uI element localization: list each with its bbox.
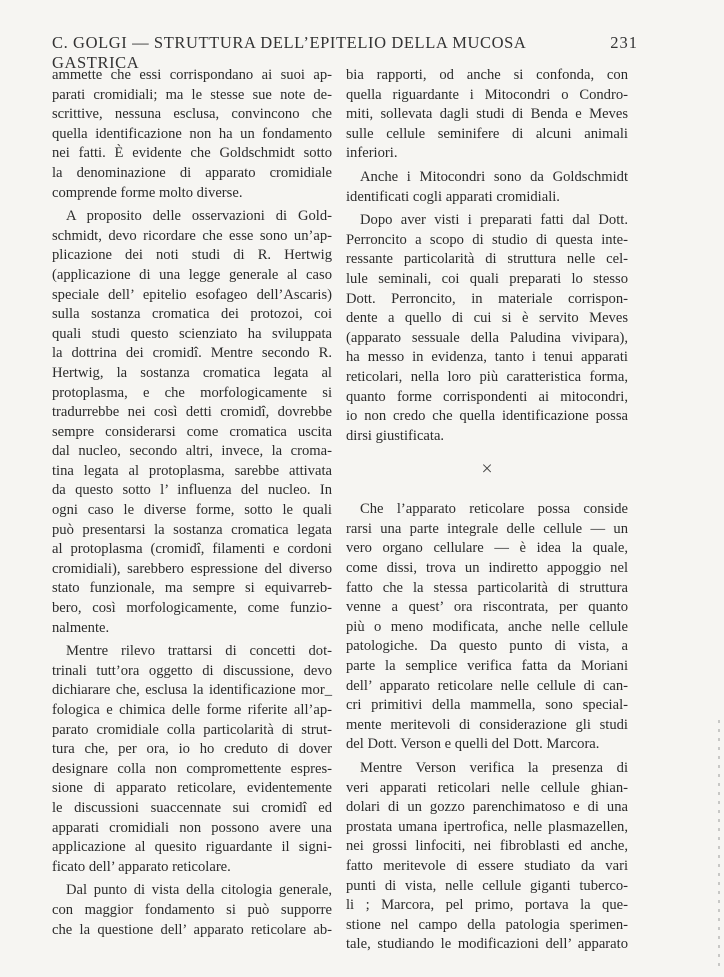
text-line: li ; Marcora, pel primo, portava la que-	[346, 897, 628, 914]
text-line: comprende forme molto diverse.	[52, 184, 243, 201]
text-line: venne a quest’ ora riscontrata, per quanto	[346, 599, 628, 616]
text-line: tale, studiando le modificazioni dell’ apparato	[346, 936, 628, 953]
text-line: reticolari, nella loro più caratteristica forma,	[346, 368, 628, 385]
text-line: al protoplasma (cromidî, filamenti e cordoni	[52, 541, 332, 558]
text-line: quella identificazione non ha un fondamento	[52, 125, 332, 142]
text-line: quella riguardante i Mitocondri o Condro-	[346, 86, 628, 103]
text-line: dirsi giustificata.	[346, 427, 445, 444]
text-line: cromidiali), sarebbero espressione del diverso	[52, 560, 332, 577]
text-line: io non credo che quella identificazione possa	[346, 408, 628, 425]
text-line: quali studi questo scienziato ha sviluppata	[52, 325, 332, 342]
text-line: parato cromidiale colla particolarità di strut-	[52, 721, 332, 738]
text-line: Mentre rilevo trattarsi di concetti dot-	[66, 643, 332, 660]
text-line: dolari di un gozzo parenchimatoso e di una	[346, 799, 628, 816]
text-line: Mentre Verson verifica la presenza di	[360, 760, 628, 776]
text-line: applicazione al quesito riguardante il signi-	[52, 839, 332, 856]
text-line: protoplasma, e che morfologicamente si	[52, 384, 332, 401]
text-line: stione nel campo della patologia sperimen-	[346, 916, 628, 933]
text-line: nalmente.	[52, 619, 110, 636]
text-line: tradurrebbe nei così detti cromidî, dovrebbe	[52, 404, 332, 421]
text-line: fatto che la stessa particolarità di struttura	[346, 579, 628, 596]
page-number: 231	[610, 33, 638, 52]
text-line: A proposito delle osservazioni di Gold-	[66, 208, 332, 225]
text-line: dal nucleo, secondo altri, invece, la croma-	[52, 443, 332, 460]
text-line: tina legata al protoplasma, sarebbe attivata	[52, 462, 332, 479]
text-line: designare colla non compromettente espres-	[52, 760, 332, 777]
text-line: vero organo cellulare — è idea la quale,	[346, 540, 628, 557]
text-line: scrittive, nessuna esclusa, convincono che	[52, 106, 332, 123]
left-column	[52, 66, 332, 940]
text-line: miti, sollevata dagli studi di Benda e Meves	[346, 106, 628, 123]
text-line: parte la semplice verifica fatta da Moriani	[346, 658, 628, 675]
text-line: inferiori.	[346, 145, 398, 162]
text-line: plicazione dei noti studi di R. Hertwig	[52, 247, 332, 264]
text-line: mente meritevoli di considerazione gli studi	[346, 716, 628, 733]
text-line: nei fatti. È evidente che Goldschmidt sotto	[52, 145, 332, 162]
text-line: dell’ apparato reticolare nelle cellule di can-	[346, 677, 628, 694]
text-line: sione di apparato reticolare, evidentemente	[52, 780, 332, 797]
text-line: speciale dell’ epitelio esofageo dell’Ascaris)	[52, 286, 332, 303]
text-line: lule seminali, coi quali preparati lo stesso	[346, 270, 628, 287]
text-line: sulle cellule seminifere di alcuni animali	[346, 125, 628, 142]
header-title: C. GOLGI — STRUTTURA DELL’EPITELIO DELLA MUCOSA GASTRICA	[52, 33, 526, 72]
text-line: dichiarare che, esclusa la identificazione mor_	[52, 682, 332, 699]
text-line: nei grossi linfociti, nei fibroblasti ed anche,	[346, 838, 628, 855]
section-divider: ×	[481, 458, 493, 481]
text-line: fologica e chimica delle forme riferite all’ap-	[52, 702, 332, 718]
text-line: fatto meritevole di essere studiato da vari	[346, 857, 628, 874]
text-line: veri apparati reticolari nelle cellule ghian-	[346, 779, 628, 796]
text-line: come dissi, trova un indiretto appoggio nel	[346, 560, 628, 577]
scan-edge-mark	[718, 720, 720, 970]
text-line: identificati cogli apparati cromidiali.	[346, 188, 560, 205]
text-line: la dottrina dei cromidî. Mentre secondo R.	[52, 345, 332, 362]
text-line: apparati cromidiali non possono avere una	[52, 819, 332, 836]
text-line: cri primitivi della mammella, sono special-	[346, 697, 628, 714]
text-line: con maggior fondamento si può supporre	[52, 901, 332, 918]
text-line: ogni caso le diverse forme, sotto le quali	[52, 502, 332, 519]
text-line: ha messo in evidenza, tanto i tenui apparati	[346, 349, 628, 366]
text-line: punti di vista, nelle cellule giganti tuberco-	[346, 877, 628, 894]
text-line: dente a quello di cui si è servito Meves	[346, 310, 628, 327]
text-line: ficato dell’ apparato reticolare.	[52, 858, 231, 875]
text-line: la denominazione di apparato cromidiale	[52, 164, 332, 181]
text-line: da questo sotto l’ influenza del nucleo. In	[52, 482, 332, 499]
text-line: quanto forme corrispondenti ai mitocondri,	[346, 388, 628, 405]
text-line: ammette che essi corrispondano ai suoi ap-	[52, 67, 332, 83]
text-line: le discussioni suaccennate sui cromidî ed	[52, 799, 332, 816]
text-line: Perroncito a scopo di studio di questa inte-	[346, 231, 628, 248]
text-line: Dal punto di vista della citologia generale,	[66, 882, 332, 899]
text-line: (applicazione di una legge generale al caso	[52, 266, 332, 283]
right-column	[346, 66, 628, 955]
text-line: bia rapporti, od anche si confonda, con	[346, 67, 628, 83]
text-line: patologiche. Da questo punto di vista, a	[346, 638, 628, 655]
text-line: Dott. Perroncito, in materiale corrispon-	[346, 290, 628, 307]
text-line: Dopo aver visti i preparati fatti dal Dott.	[360, 212, 628, 229]
text-line: prostata umana ipertrofica, nelle plasmazellen,	[346, 818, 628, 835]
text-line: (apparato sessuale della Paludina vivipara),	[346, 329, 628, 346]
text-line: stato funzionale, ma sempre si equivarreb-	[52, 580, 332, 597]
text-line: ressante particolarità di struttura nelle cel-	[346, 251, 628, 268]
text-line: sulla sostanza cromatica dei protozoi, coi	[52, 306, 332, 323]
text-line: rarsi una parte integrale delle cellule — un	[346, 520, 628, 537]
text-line: sempre considerarsi come cromatica uscita	[52, 423, 332, 440]
text-line: Che l’apparato reticolare possa conside	[360, 501, 628, 518]
text-line: parati cromidiali; ma le stesse sue note de-	[52, 86, 332, 103]
text-line: bero, così morfologicamente, come funzio-	[52, 600, 332, 617]
text-line: che la questione dell’ apparato reticolare ab-	[52, 921, 332, 938]
text-line: trinali tutt’ora oggetto di discussione, devo	[52, 662, 332, 679]
text-line: tura che, per ora, io ho creduto di dover	[52, 741, 332, 758]
text-line: schmidt, devo ricordare che esse sono un’ap-	[52, 227, 332, 244]
text-line: Hertwig, la sostanza cromatica legata al	[52, 364, 332, 381]
text-line: più o meno modificata, anche nelle cellule	[346, 618, 628, 635]
text-line: del Dott. Verson e quelli del Dott. Marcora.	[346, 736, 600, 753]
text-line: Anche i Mitocondri sono da Goldschmidt	[360, 168, 628, 185]
text-line: può presentarsi la sostanza cromatica legata	[52, 521, 332, 538]
